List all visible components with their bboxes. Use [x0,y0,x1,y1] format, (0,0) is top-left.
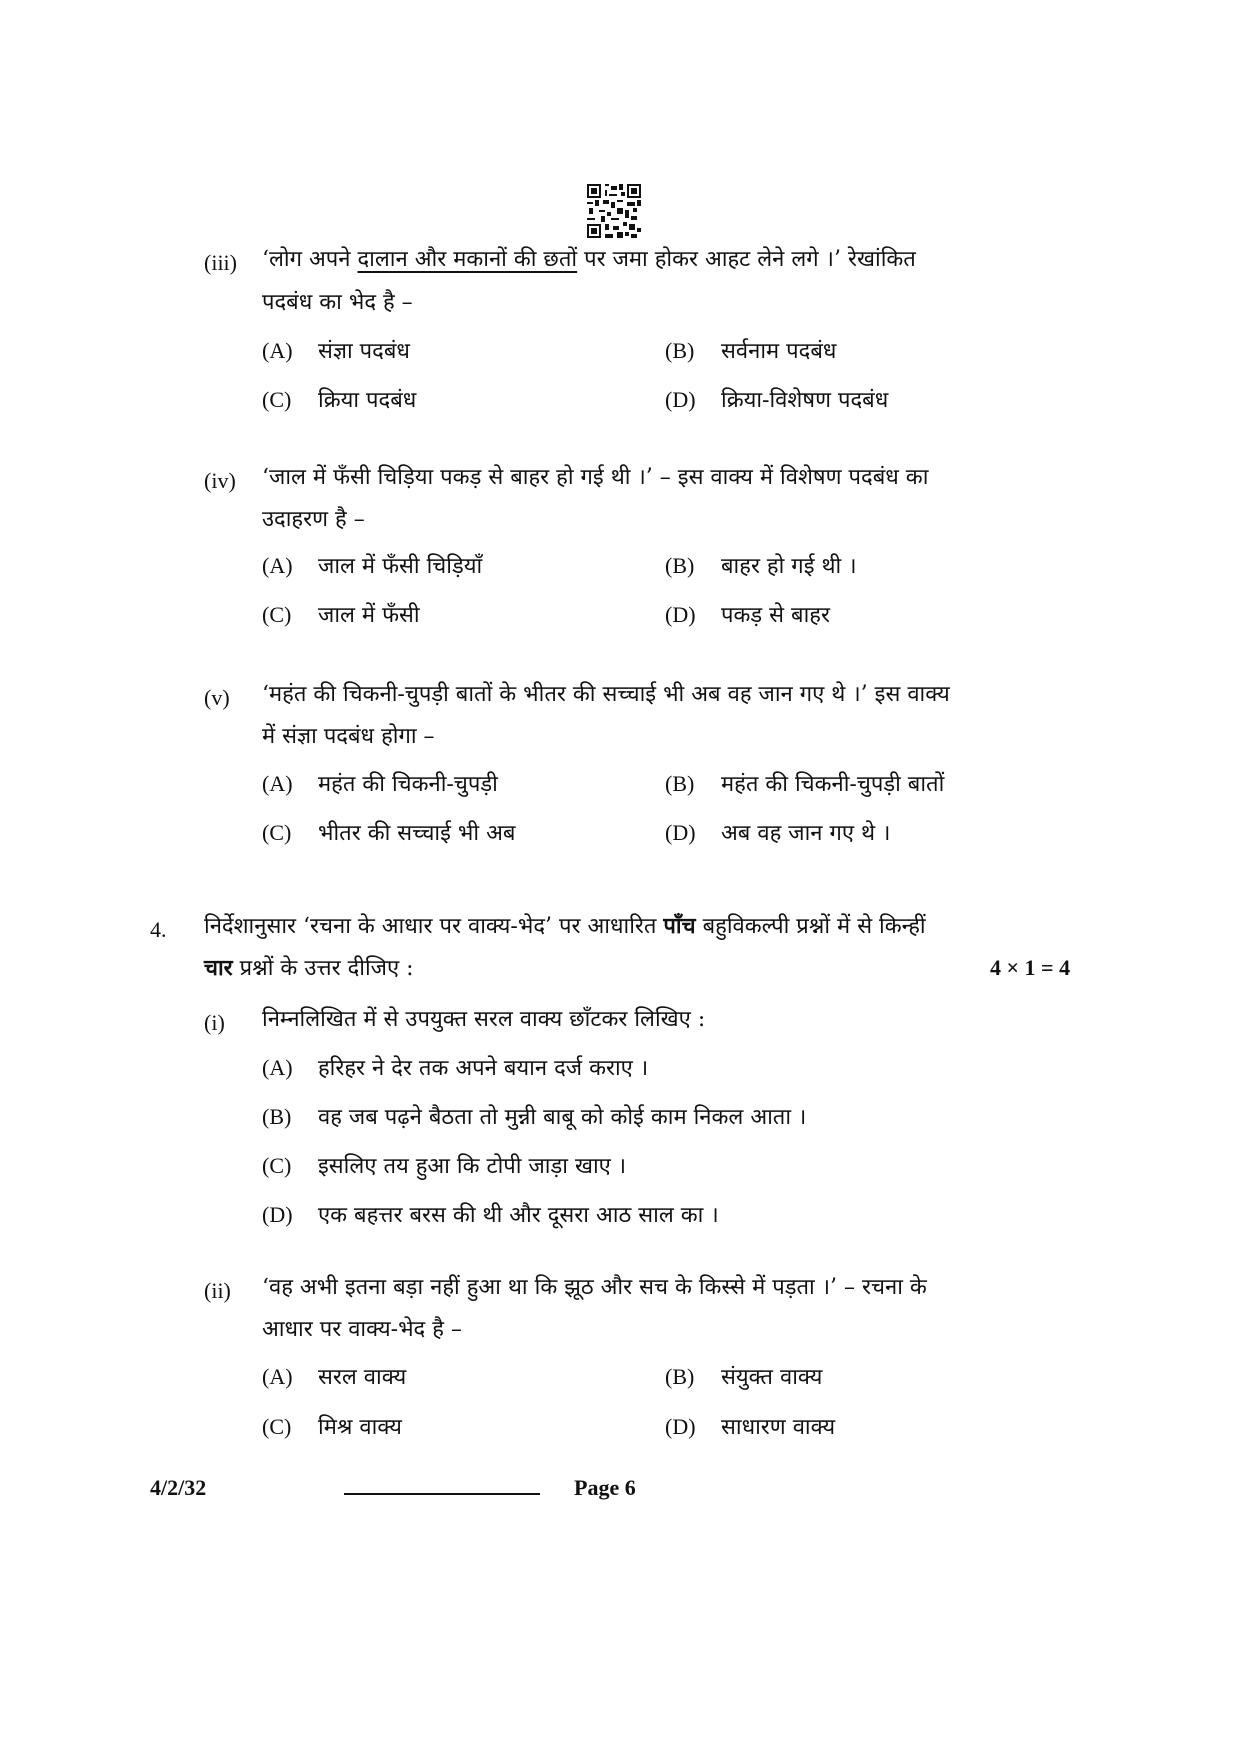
option-4-i-a: (A) हरिहर ने देर तक अपने बयान दर्ज कराए । [262,1055,649,1081]
option-v-a: (A) महंत की चिकनी-चुपड़ी [262,771,498,797]
option-v-c: (C) भीतर की सच्चाई भी अब [262,820,516,846]
question-number-iv: (iv) [204,468,236,493]
question-number-v: (v) [204,685,230,710]
question-4-text-line2: चार प्रश्नों के उत्तर दीजिए : [204,955,414,981]
option-4-ii-d: (D) साधारण वाक्य [665,1414,836,1440]
option-4-i-c: (C) इसलिए तय हुआ कि टोपी जाड़ा खाए । [262,1153,627,1179]
footer-divider [344,1493,540,1495]
question-4-ii-text: ‘वह अभी इतना बड़ा नहीं हुआ था कि झूठ और सच के किस्से में पड़ता ।’ – रचना के [262,1275,927,1300]
option-iii-d: (D) क्रिया-विशेषण पदबंध [665,387,889,413]
question-4-text: निर्देशानुसार ‘रचना के आधार पर वाक्य-भेद’ पर आधारित पाँच बहुविकल्पी प्रश्नों में से किन्हीं [204,913,926,939]
option-iv-b: (B) बाहर हो गई थी । [665,553,857,579]
qr-code-icon [587,184,641,238]
question-number-iii: (iii) [204,250,237,275]
option-iv-a: (A) जाल में फँसी चिड़ियाँ [262,553,483,579]
option-iii-a: (A) संज्ञा पदबंध [262,338,410,364]
question-4-i-text: निम्नलिखित में से उपयुक्त सरल वाक्य छाँटकर लिखिए : [262,1007,706,1032]
page-number: Page 6 [574,1475,636,1500]
question-iii-text-line2: पदबंध का भेद है – [262,290,413,315]
option-iii-c: (C) क्रिया पदबंध [262,387,417,413]
option-iv-c: (C) जाल में फँसी [262,602,420,628]
question-iii-text: ‘लोग अपने दालान और मकानों की छतों पर जमा होकर आहट लेने लगे ।’ रेखांकित [262,247,916,272]
option-iii-b: (B) सर्वनाम पदबंध [665,338,837,364]
question-4-ii-text-line2: आधार पर वाक्य-भेद है – [262,1317,462,1342]
question-v-text: ‘महंत की चिकनी-चुपड़ी बातों के भीतर की सच्चाई भी अब वह जान गए थे ।’ इस वाक्य [262,682,950,707]
option-4-i-d: (D) एक बहत्तर बरस की थी और दूसरा आठ साल का । [262,1202,719,1228]
question-iv-text-line2: उदाहरण है – [262,507,365,532]
paper-code: 4/2/32 [150,1475,207,1500]
question-number-4-i: (i) [204,1010,225,1035]
option-4-ii-b: (B) संयुक्त वाक्य [665,1364,823,1390]
option-iv-d: (D) पकड़ से बाहर [665,602,830,628]
question-number-4: 4. [150,917,167,942]
option-v-b: (B) महंत की चिकनी-चुपड़ी बातों [665,771,945,797]
option-4-ii-c: (C) मिश्र वाक्य [262,1414,402,1440]
option-v-d: (D) अब वह जान गए थे । [665,820,891,846]
question-v-text-line2: में संज्ञा पदबंध होगा – [262,724,435,749]
question-iv-text: ‘जाल में फँसी चिड़िया पकड़ से बाहर हो गई थी ।’ – इस वाक्य में विशेषण पदबंध का [262,465,929,490]
marks-allocation: 4 × 1 = 4 [990,955,1071,980]
option-4-ii-a: (A) सरल वाक्य [262,1364,407,1390]
option-4-i-b: (B) वह जब पढ़ने बैठता तो मुन्नी बाबू को कोई काम निकल आता । [262,1104,807,1130]
question-number-4-ii: (ii) [204,1278,231,1303]
underlined-phrase: दालान और मकानों की छतों [357,247,578,272]
